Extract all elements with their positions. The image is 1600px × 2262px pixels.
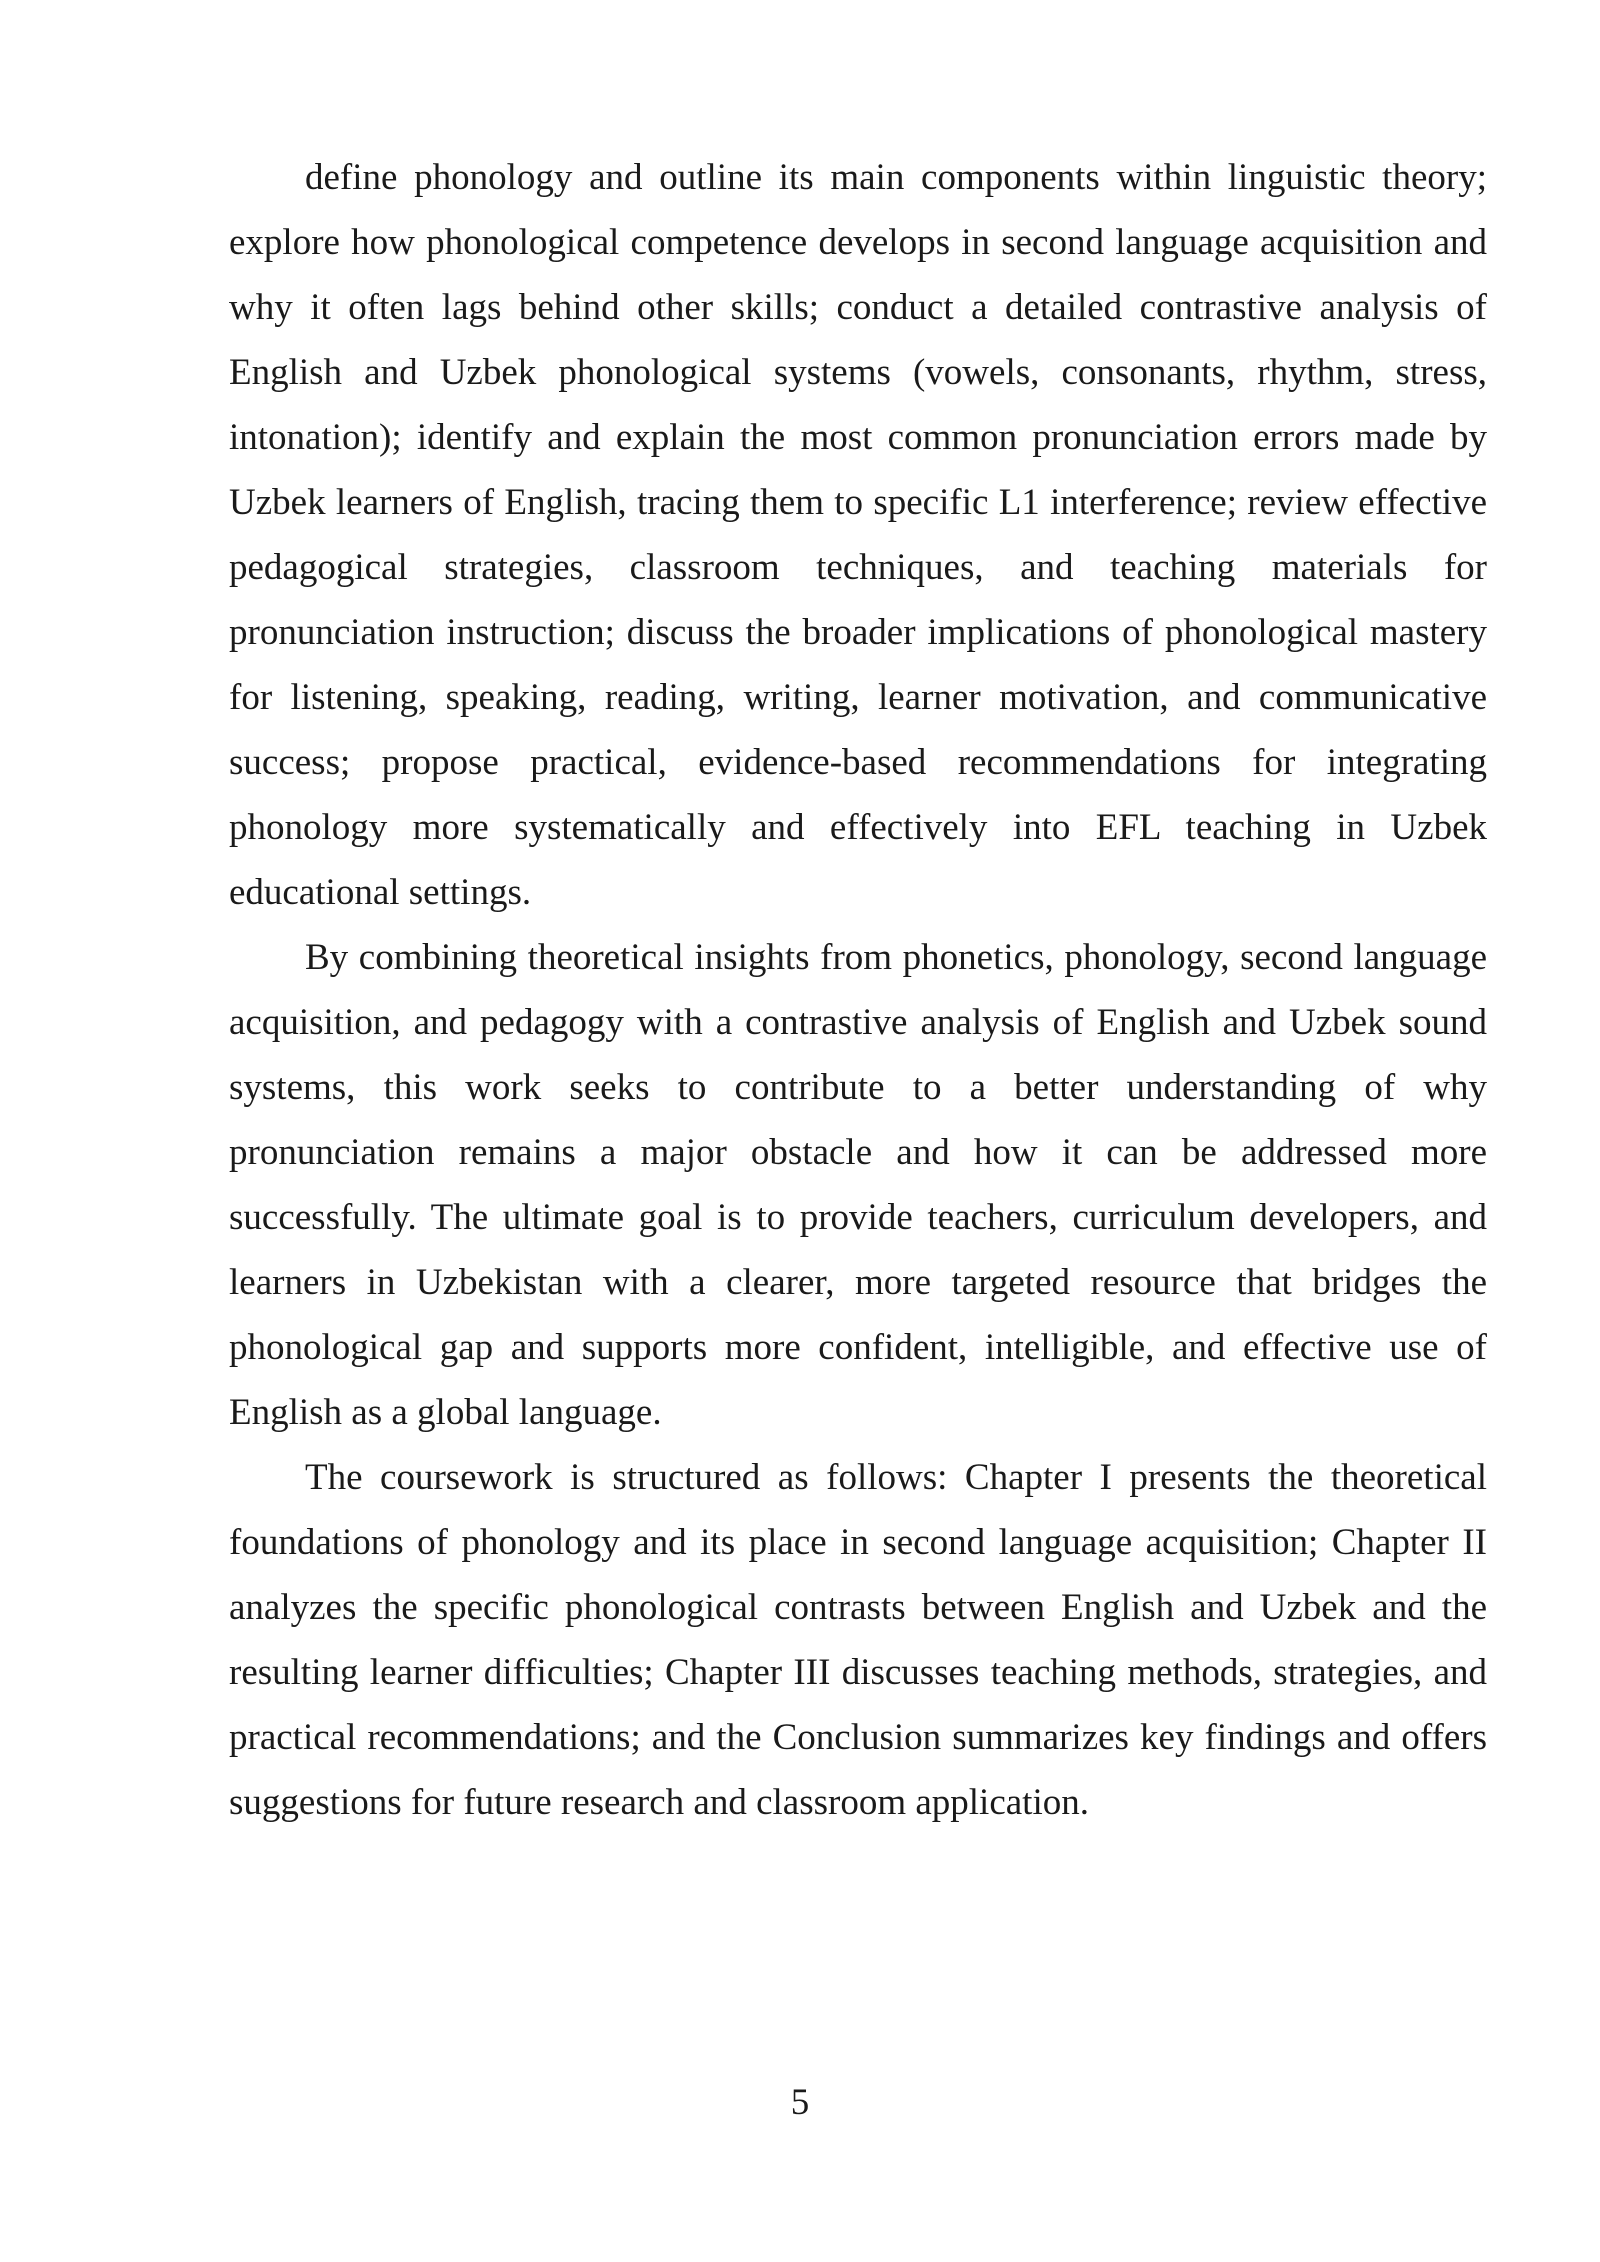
body-text — [229, 145, 1487, 1835]
page-number: 5 — [790, 2082, 810, 2123]
paragraph-structure: The coursework is structured as follows: Chapter I presents the theoretical foundations of phonology and its place in second language acquisition; Chapter II analyzes the specific phonological contrasts between English and Uzbek and the resulting learner difficulties; Chapter III discusses teaching methods, strategies, and practical recommendations; and the Conclusion summarizes key findings and offers suggestions for future research and classroom application. — [229, 1457, 1487, 1823]
paragraph-objectives: define phonology and outline its main components within linguistic theory; explore how phonological competence develops in second language acquisition and why it often lags behind other skills; conduct a detailed contrastive analysis of English and Uzbek phonological systems (vowels, consonants, rhythm, stress, intonation); identify and explain the most common pronunciation errors made by Uzbek learners of English, tracing them to specific L1 interference; review effective pedagogical strategies, classroom techniques, and teaching materials for pronunciation instruction; discuss the broader implications of phonological mastery for listening, speaking, reading, writing, learner motivation, and communicative success; propose practical, evidence-based recommendations for integrating phonology more systematically and effectively into EFL teaching in Uzbek educational settings. — [229, 157, 1487, 913]
paragraph-contribution: By combining theoretical insights from phonetics, phonology, second language acquisition, and pedagogy with a contrastive analysis of English and Uzbek sound systems, this work seeks to contribute to a better understanding of why pronunciation remains a major obstacle and how it can be addressed more successfully. The ultimate goal is to provide teachers, curriculum developers, and learners in Uzbekistan with a clearer, more targeted resource that bridges the phonological gap and supports more confident, intelligible, and effective use of English as a global language. — [229, 937, 1487, 1433]
